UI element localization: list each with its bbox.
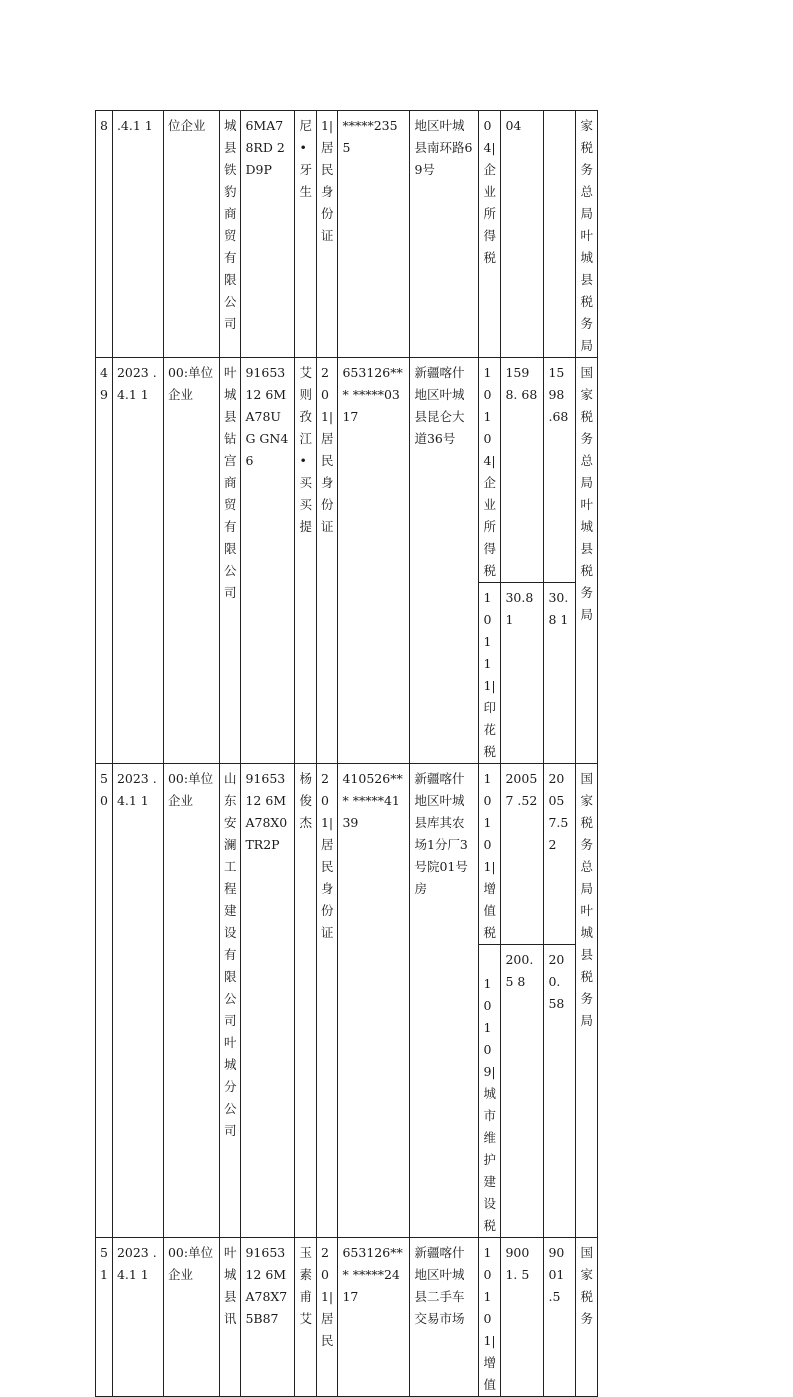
taxpayer-name: 城县铁豹商贸有限公司 <box>219 111 241 358</box>
id-type: 201|居民身份证 <box>316 764 338 1238</box>
tax-authority: 家税务总局叶城县税务局 <box>576 111 598 358</box>
id-type: 201|居民身份证 <box>316 358 338 764</box>
tax-amount: 1598. 68 <box>501 358 544 583</box>
credit-code: 9165312 6MA78UG GN46 <box>241 358 295 764</box>
legal-person: 玉素甫艾 <box>295 1238 317 1397</box>
credit-code: 9165312 6MA78X7 5B87 <box>241 1238 295 1397</box>
table-row <box>96 111 598 358</box>
row-number: 8 <box>96 111 113 358</box>
tax-date: 2023 .4.1 1 <box>112 358 163 764</box>
id-number: 410526*** *****4139 <box>338 764 410 1238</box>
id-number: *****2355 <box>338 111 410 358</box>
id-number: 653126*** *****0317 <box>338 358 410 764</box>
tax-authority: 国家税务总局叶城县税务局 <box>576 358 598 764</box>
tax-balance: 2005 7.52 <box>544 764 576 945</box>
tax-balance: 9001 .5 <box>544 1238 576 1397</box>
tax-record-table <box>95 110 598 1397</box>
tax-item: 10109|城市维护建设税 <box>479 945 501 1238</box>
business-address: 新疆喀什地区叶城县昆仑大道36号 <box>410 358 479 764</box>
legal-person: 杨俊杰 <box>295 764 317 1238</box>
business-address: 新疆喀什地区叶城县二手车交易市场 <box>410 1238 479 1397</box>
row-number: 50 <box>96 764 113 1238</box>
row-number: 51 <box>96 1238 113 1397</box>
credit-code: 9165312 6MA78X0 TR2P <box>241 764 295 1238</box>
id-type: 201|居民 <box>316 1238 338 1397</box>
tax-item: 10104|企业所得税 <box>479 358 501 583</box>
tax-amount: 20057 .52 <box>501 764 544 945</box>
taxpayer-type: 00:单位企业 <box>163 764 219 1238</box>
legal-person: 艾则孜江•买买提 <box>295 358 317 764</box>
taxpayer-name: 叶城县钻宫商贸有限公司 <box>219 358 241 764</box>
tax-authority: 国家税务 <box>576 1238 598 1397</box>
taxpayer-name: 山东安澜工程建设有限公司叶城分公司 <box>219 764 241 1238</box>
business-address: 新疆喀什地区叶城县库其农场1分厂3号院01号房 <box>410 764 479 1238</box>
tax-authority: 国家税务总局叶城县税务局 <box>576 764 598 1238</box>
tax-date: 2023 .4.1 1 <box>112 764 163 1238</box>
id-type: 1|居民身份证 <box>316 111 338 358</box>
table-row <box>96 1238 598 1397</box>
table-row <box>96 764 598 945</box>
tax-balance: 30.8 1 <box>544 583 576 764</box>
tax-balance: 1598 .68 <box>544 358 576 583</box>
tax-balance: 200. 58 <box>544 945 576 1238</box>
tax-item: 10111|印花税 <box>479 583 501 764</box>
legal-person: 尼•牙生 <box>295 111 317 358</box>
tax-balance <box>544 111 576 358</box>
taxpayer-type: 00:单位企业 <box>163 1238 219 1397</box>
tax-amount: 9001. 5 <box>501 1238 544 1397</box>
id-number: 653126*** *****2417 <box>338 1238 410 1397</box>
credit-code: 6MA78RD 2D9P <box>241 111 295 358</box>
tax-item: 10101|增值税 <box>479 764 501 945</box>
tax-item: 04|企业所得税 <box>479 111 501 358</box>
row-number: 49 <box>96 358 113 764</box>
tax-amount: 04 <box>501 111 544 358</box>
business-address: 地区叶城县南环路69号 <box>410 111 479 358</box>
tax-date: 2023 .4.1 1 <box>112 1238 163 1397</box>
tax-amount: 200.5 8 <box>501 945 544 1238</box>
tax-date: .4.1 1 <box>112 111 163 358</box>
tax-item: 10101|增值 <box>479 1238 501 1397</box>
taxpayer-type: 位企业 <box>163 111 219 358</box>
taxpayer-type: 00:单位企业 <box>163 358 219 764</box>
table-row <box>96 358 598 583</box>
taxpayer-name: 叶城县讯 <box>219 1238 241 1397</box>
tax-amount: 30.81 <box>501 583 544 764</box>
